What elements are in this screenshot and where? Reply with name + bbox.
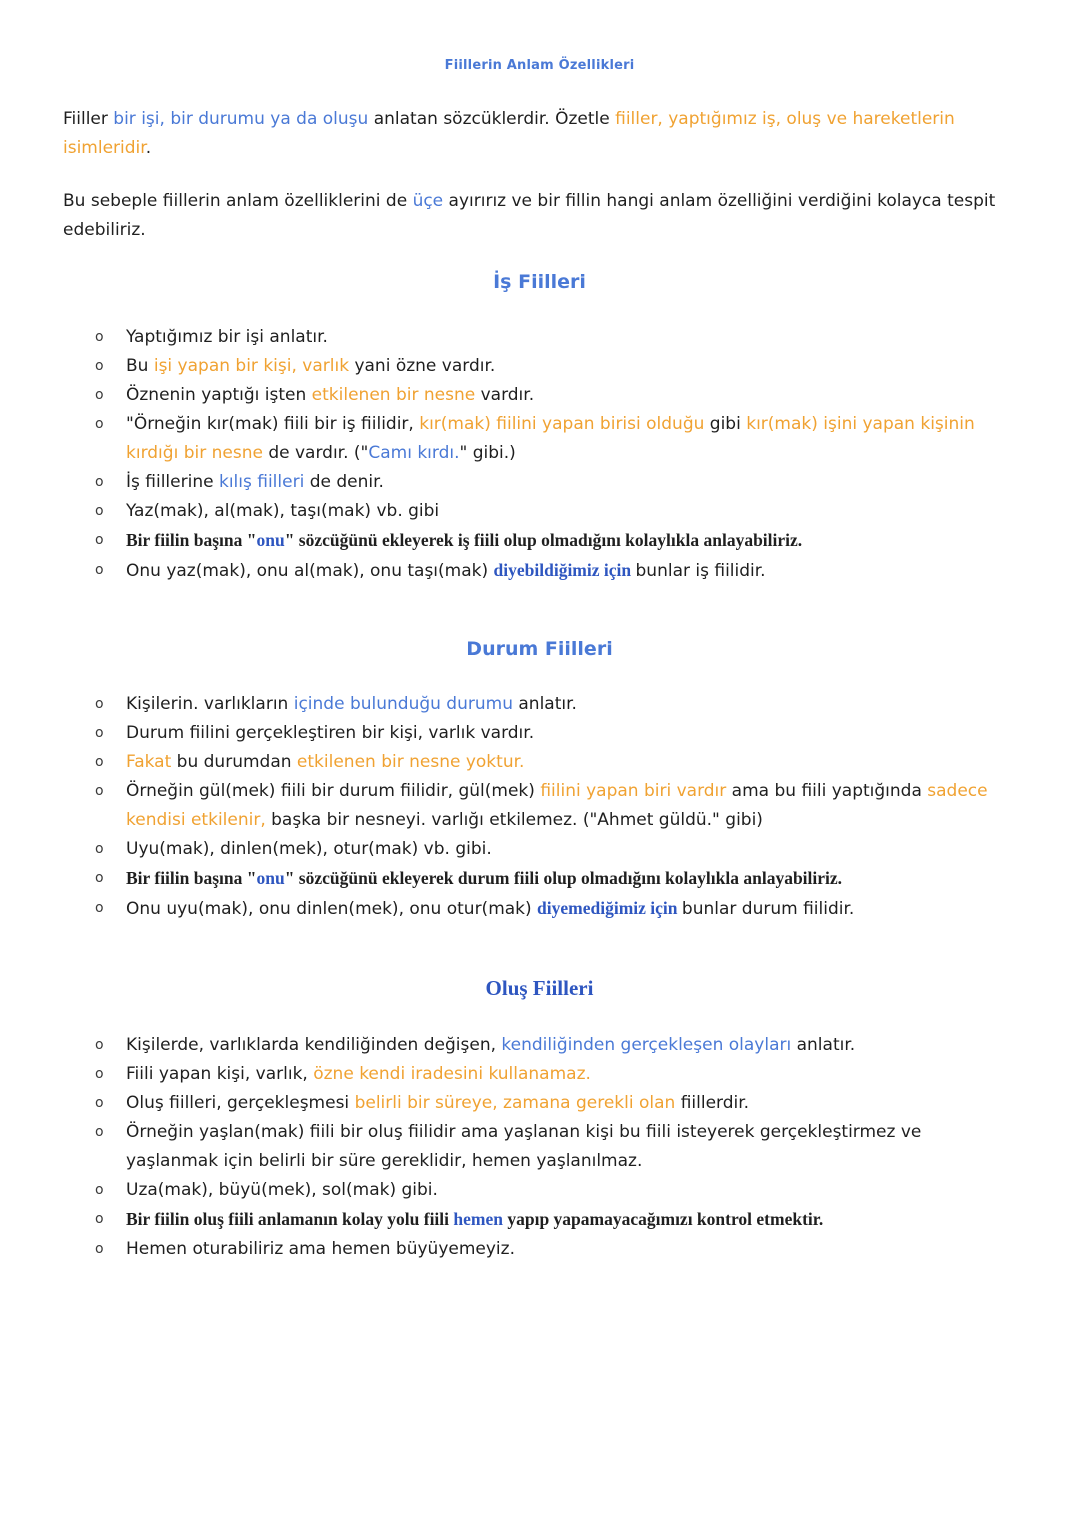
bullet-text	[126, 556, 1016, 586]
section-durum-fiilleri	[63, 638, 1016, 924]
list-item	[95, 1118, 1016, 1176]
bullet-marker: o	[95, 900, 104, 916]
intro-paragraph-1	[63, 105, 1016, 163]
bullet-text	[126, 864, 1016, 894]
text-segment: Bir fiilin başına "	[126, 530, 257, 550]
text-segment: yapıp yapamayacağımızı kontrol etmektir.	[502, 1209, 824, 1229]
text-segment: yani özne vardır.	[354, 356, 496, 376]
text-segment: Örneğin yaşlan(mak) fiili bir oluş fiilidir ama yaşlanan kişi bu fiili isteyerek gerçekleştirmez ve yaşlanmak için belirli bir süre gereklidir, hemen yaşlanılmaz.	[126, 1122, 922, 1171]
list-item	[95, 1235, 1016, 1264]
bullet-marker: o	[95, 416, 104, 432]
list-item	[95, 719, 1016, 748]
bullet-marker: o	[95, 783, 104, 799]
text-segment: Kişilerde, varlıklarda kendiliğinden değişen,	[126, 1035, 502, 1055]
text-segment: Hemen oturabiliriz ama hemen büyüyemeyiz.	[126, 1239, 515, 1259]
list-item	[95, 468, 1016, 497]
bullet-marker: o	[95, 1241, 104, 1257]
heading-olus-fiilleri: Oluş Fiilleri	[485, 976, 594, 1000]
text-segment: .	[145, 138, 152, 158]
text-segment: etkilenen bir nesne	[311, 385, 481, 405]
bullet-text	[126, 777, 1016, 835]
bullet-marker: o	[95, 696, 104, 712]
text-segment: ama bu fiili yaptığında	[731, 781, 928, 801]
list-item	[95, 835, 1016, 864]
bullet-marker: o	[95, 725, 104, 741]
text-segment: anlatan sözcüklerdir. Özetle	[373, 109, 616, 129]
text-segment: Yaz(mak), al(mak), taşı(mak) vb. gibi	[126, 501, 440, 521]
bullet-text	[126, 1089, 1016, 1118]
text-segment: anlatır.	[796, 1035, 856, 1055]
bullet-marker: o	[95, 1037, 104, 1053]
bullet-marker: o	[95, 1182, 104, 1198]
text-segment: Yaptığımız bir işi anlatır.	[126, 327, 328, 347]
list-item	[95, 1205, 1016, 1235]
bullet-marker: o	[95, 358, 104, 374]
text-segment: Fiili yapan kişi, varlık,	[126, 1064, 314, 1084]
list-item	[95, 1031, 1016, 1060]
bullet-text	[126, 835, 1016, 864]
bullet-marker: o	[95, 387, 104, 403]
section-olus-fiilleri	[63, 976, 1016, 1264]
text-segment: kır(mak) fiilini yapan birisi olduğu	[419, 414, 710, 434]
bullet-text	[126, 748, 1016, 777]
bullet-text	[126, 410, 1016, 468]
text-segment: Bir fiilin başına "	[126, 868, 257, 888]
list-item	[95, 748, 1016, 777]
text-segment: Uyu(mak), dinlen(mek), otur(mak) vb. gibi.	[126, 839, 492, 859]
intro-paragraph-2	[63, 187, 1016, 245]
bullet-marker: o	[95, 474, 104, 490]
bullet-text	[126, 1205, 1016, 1235]
list-item	[95, 1176, 1016, 1205]
text-segment: Oluş fiilleri, gerçekleşmesi	[126, 1093, 355, 1113]
text-segment: Bu sebeple fiillerin anlam özelliklerini de	[63, 191, 413, 211]
text-segment: Uza(mak), büyü(mek), sol(mak) gibi.	[126, 1180, 438, 1200]
text-segment: İş fiillerine	[126, 472, 219, 492]
text-segment: sadece kendisi etkilenir,	[126, 781, 988, 830]
text-segment: "Örneğin kır(mak) fiili bir iş fiilidir,	[126, 414, 420, 434]
text-segment: Camı kırdı.	[368, 443, 460, 463]
bullet-marker: o	[95, 1211, 104, 1227]
bullet-marker: o	[95, 1066, 104, 1082]
text-segment: Bu	[126, 356, 154, 376]
bullet-text	[126, 352, 1016, 381]
bullet-marker: o	[95, 1095, 104, 1111]
text-segment: içinde bulunduğu durumu	[293, 694, 519, 714]
list-item	[95, 410, 1016, 468]
text-segment: üçe	[412, 191, 449, 211]
text-segment: fiilini yapan biri vardır	[540, 781, 732, 801]
section-is-fiilleri	[63, 271, 1016, 586]
text-segment: gibi	[709, 414, 747, 434]
text-segment: hemen	[453, 1209, 503, 1229]
text-segment: işi yapan bir kişi, varlık	[153, 356, 355, 376]
bullet-marker: o	[95, 841, 104, 857]
text-segment: bu durumdan	[176, 752, 297, 772]
text-segment: başka bir nesneyi. varlığı etkilemez. ("Ahmet güldü." gibi)	[271, 810, 763, 830]
bullet-text	[126, 468, 1016, 497]
document-title: Fiillerin Anlam Özellikleri	[444, 58, 635, 73]
list-item	[95, 497, 1016, 526]
bullet-text	[126, 1060, 1016, 1089]
text-segment: Onu yaz(mak), onu al(mak), onu taşı(mak)	[126, 561, 494, 581]
text-segment: Bir fiilin oluş fiili anlamanın kolay yolu fiili	[126, 1209, 454, 1229]
bullet-marker: o	[95, 870, 104, 886]
text-segment: de denir.	[309, 472, 384, 492]
bullet-list-durum-fiilleri	[63, 690, 1016, 924]
bullet-marker: o	[95, 532, 104, 548]
bullet-text	[126, 381, 1016, 410]
list-item	[95, 526, 1016, 556]
bullet-text	[126, 719, 1016, 748]
bullet-text	[126, 1235, 1016, 1264]
bullet-text	[126, 323, 1016, 352]
text-segment: bir işi, bir durumu ya da oluşu	[113, 109, 374, 129]
list-item	[95, 894, 1016, 924]
bullet-marker: o	[95, 329, 104, 345]
bullet-marker: o	[95, 754, 104, 770]
list-item	[95, 323, 1016, 352]
bullet-text	[126, 894, 1016, 924]
bullet-text	[126, 526, 1016, 556]
list-item	[95, 352, 1016, 381]
text-segment: anlatır.	[518, 694, 577, 714]
text-segment: kendiliğinden gerçekleşen olayları	[501, 1035, 797, 1055]
text-segment: diyemediğimiz için	[537, 898, 682, 918]
list-item	[95, 777, 1016, 835]
text-segment: " sözcüğünü ekleyerek iş fiili olup olmadığını kolaylıkla anlayabiliriz.	[284, 530, 803, 550]
heading-durum-fiilleri: Durum Fiilleri	[466, 638, 613, 660]
list-item	[95, 556, 1016, 586]
text-segment: diyebildiğimiz için	[493, 560, 636, 580]
text-segment: fiillerdir.	[680, 1093, 750, 1113]
text-segment: etkilenen bir nesne yoktur.	[296, 752, 525, 772]
text-segment: bunlar durum fiilidir.	[681, 899, 855, 919]
text-segment: onu	[256, 530, 285, 550]
text-segment: " sözcüğünü ekleyerek durum fiili olup olmadığını kolaylıkla anlayabiliriz.	[284, 868, 843, 888]
bullet-marker: o	[95, 503, 104, 519]
bullet-marker: o	[95, 562, 104, 578]
list-item	[95, 1089, 1016, 1118]
heading-is-fiilleri: İş Fiilleri	[493, 271, 586, 293]
bullet-text	[126, 1176, 1016, 1205]
text-segment: " gibi.)	[459, 443, 516, 463]
bullet-marker: o	[95, 1124, 104, 1140]
bullet-text	[126, 1118, 1016, 1176]
text-segment: bunlar iş fiilidir.	[635, 561, 766, 581]
bullet-text	[126, 1031, 1016, 1060]
text-segment: vardır.	[480, 385, 535, 405]
bullet-list-olus-fiilleri	[63, 1031, 1016, 1264]
list-item	[95, 1060, 1016, 1089]
bullet-text	[126, 690, 1016, 719]
text-segment: onu	[256, 868, 285, 888]
text-segment: özne kendi iradesini kullanamaz.	[313, 1064, 591, 1084]
text-segment: Örneğin gül(mek) fiili bir durum fiilidir, gül(mek)	[126, 781, 541, 801]
text-segment: Durum fiilini gerçekleştiren bir kişi, varlık vardır.	[126, 723, 535, 743]
bullet-list-is-fiilleri	[63, 323, 1016, 586]
text-segment: Öznenin yaptığı işten	[126, 385, 312, 405]
list-item	[95, 864, 1016, 894]
text-segment: Fakat	[126, 752, 177, 772]
text-segment: kır(mak) işini yapan kişinin kırdığı bir nesne	[126, 414, 975, 463]
text-segment: Kişilerin. varlıkların	[126, 694, 294, 714]
list-item	[95, 381, 1016, 410]
text-segment: kılış fiilleri	[218, 472, 310, 492]
text-segment: Fiiller	[63, 109, 114, 129]
text-segment: Onu uyu(mak), onu dinlen(mek), onu otur(mak)	[126, 899, 538, 919]
list-item	[95, 690, 1016, 719]
bullet-text	[126, 497, 1016, 526]
text-segment: belirli bir süreye, zamana gerekli olan	[354, 1093, 681, 1113]
text-segment: fiiller, yaptığımız iş, oluş ve hareketlerin isimleridir	[63, 109, 955, 158]
text-segment: ayırırız ve bir fillin hangi anlam özelliğini verdiğini kolayca tespit edebiliriz.	[63, 191, 996, 240]
text-segment: de vardır. ("	[268, 443, 369, 463]
